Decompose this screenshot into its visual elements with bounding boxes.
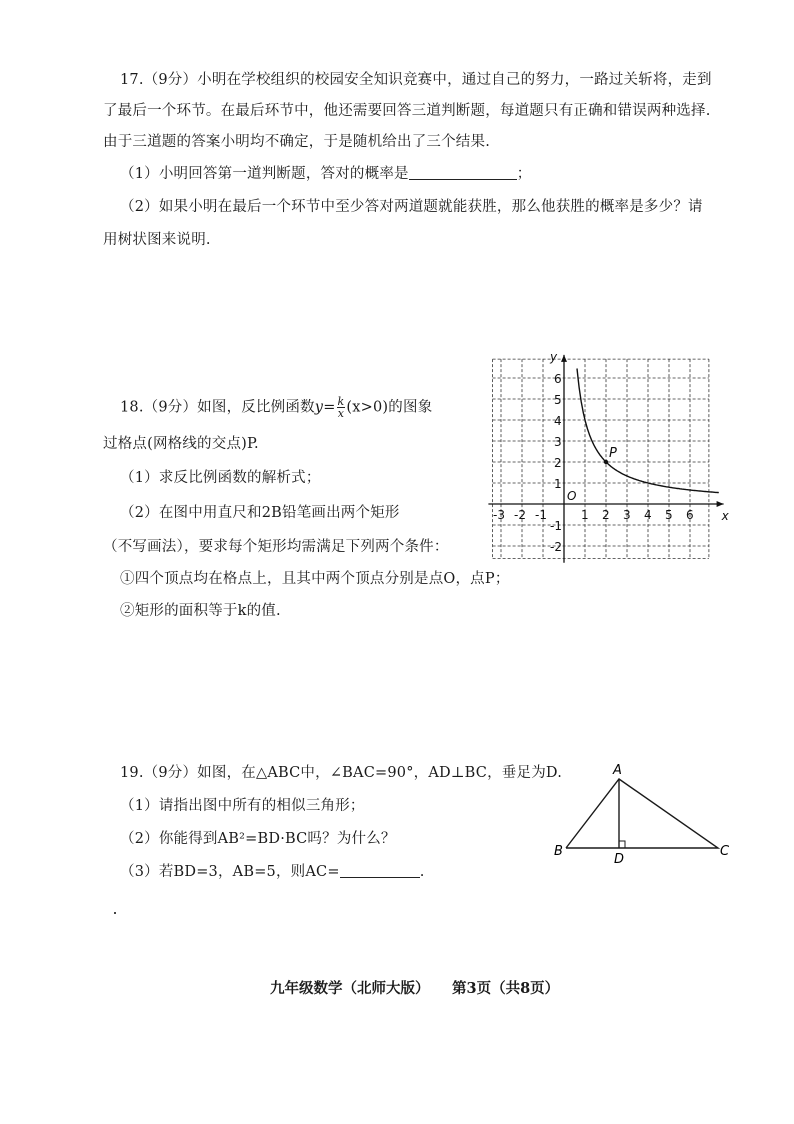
- x-tick-label: 5: [665, 508, 673, 522]
- footer-page: 第3页（共8页）: [452, 980, 560, 997]
- x-tick-label: 6: [686, 508, 694, 522]
- x-tick-label: 1: [581, 508, 589, 522]
- q17-line2: 了最后一个环节。在最后环节中，他还需要回答三道判断题，每道题只有正确和错误两种选择.: [103, 103, 711, 119]
- triangle-outline: [566, 779, 718, 848]
- y-tick-label: 4: [554, 414, 562, 428]
- q18-part2-line1: （2）在图中用直尺和2B铅笔画出两个矩形: [120, 505, 400, 521]
- q17-part1-end: ；: [516, 166, 532, 182]
- speck-mark: [114, 912, 116, 914]
- q19-part3-text: （3）若BD=3，AB=5，则AC=: [120, 864, 340, 880]
- vertex-A-label: A: [613, 763, 622, 778]
- y-axis-label: y: [550, 350, 558, 365]
- y-tick-label: 6: [554, 372, 562, 386]
- q17-part1: [120, 164, 531, 184]
- x-tick-label: 3: [623, 508, 631, 522]
- q18-part2-line2: （不写画法），要求每个矩形均需满足下列两个条件：: [103, 539, 449, 555]
- point-P: [604, 460, 608, 464]
- x-axis-label: x: [721, 509, 729, 523]
- q17-answer-blank[interactable]: [409, 165, 517, 180]
- q18-line1-a: 18.（9分）如图，反比例函数: [120, 399, 315, 416]
- q19-part3: [120, 862, 425, 882]
- q17-line3: 由于三道题的答案小明均不确定，于是随机给出了三个结果.: [103, 134, 491, 150]
- x-tick-label: 2: [602, 508, 610, 522]
- q19-part2: （2）你能得到AB²=BD·BC吗？为什么？: [120, 831, 396, 847]
- q19-line1: 19.（9分）如图，在△ABC中，∠BAC=90°，AD⊥BC，垂足为D.: [120, 765, 563, 781]
- q19-part3-end: .: [419, 864, 425, 880]
- q18-cond2: ②矩形的面积等于k的值.: [120, 603, 281, 619]
- y-tick-label: 5: [554, 393, 562, 407]
- point-P-label: P: [609, 446, 617, 461]
- q19-answer-blank[interactable]: [340, 863, 420, 878]
- triangle-diagram: [548, 762, 738, 872]
- q18-fraction: [337, 396, 346, 419]
- q18-line2: 过格点(网格线的交点)P.: [103, 436, 259, 452]
- q18-frac-num: k: [337, 395, 345, 408]
- vertex-C-label: C: [720, 844, 730, 859]
- x-tick-label: -3: [493, 508, 505, 522]
- y-tick-label: 2: [554, 456, 562, 470]
- q18-line1: [120, 396, 432, 419]
- vertex-B-label: B: [554, 844, 563, 859]
- x-tick-label: -2: [514, 508, 526, 522]
- x-axis-arrow: [717, 501, 724, 507]
- q18-line1-b: (x>0)的图象: [346, 399, 433, 416]
- y-axis-arrow: [561, 355, 567, 362]
- footer-subject: 九年级数学（北师大版）: [270, 980, 430, 997]
- q17-part1-text: （1）小明回答第一道判断题，答对的概率是: [120, 166, 409, 182]
- inverse-function-graph: [478, 348, 729, 560]
- vertex-D-label: D: [614, 852, 625, 867]
- y-tick-label: 1: [554, 477, 562, 491]
- q17-line1: 17.（9分）小明在学校组织的校园安全知识竞赛中，通过自己的努力，一路过关斩将，走到: [120, 72, 712, 88]
- q18-func-y: y=: [314, 399, 336, 416]
- x-tick-label: -1: [535, 508, 547, 522]
- q17-part2-line1: （2）如果小明在最后一个环节中至少答对两道题就能获胜，那么他获胜的概率是多少？请: [120, 199, 703, 215]
- right-angle-mark: [619, 841, 625, 848]
- origin-label: O: [567, 489, 577, 503]
- q18-part1: （1）求反比例函数的解析式；: [120, 470, 321, 486]
- q19-part1: （1）请指出图中所有的相似三角形；: [120, 798, 365, 814]
- q18-cond1: ①四个顶点均在格点上，且其中两个顶点分别是点O，点P；: [120, 571, 510, 587]
- x-tick-label: 4: [644, 508, 652, 522]
- y-tick-label: 3: [554, 435, 562, 449]
- q17-part2-line2: 用树状图来说明.: [103, 232, 211, 248]
- y-tick-label: -2: [550, 540, 562, 554]
- q18-frac-den: x: [337, 407, 345, 420]
- y-tick-label: -1: [550, 519, 562, 533]
